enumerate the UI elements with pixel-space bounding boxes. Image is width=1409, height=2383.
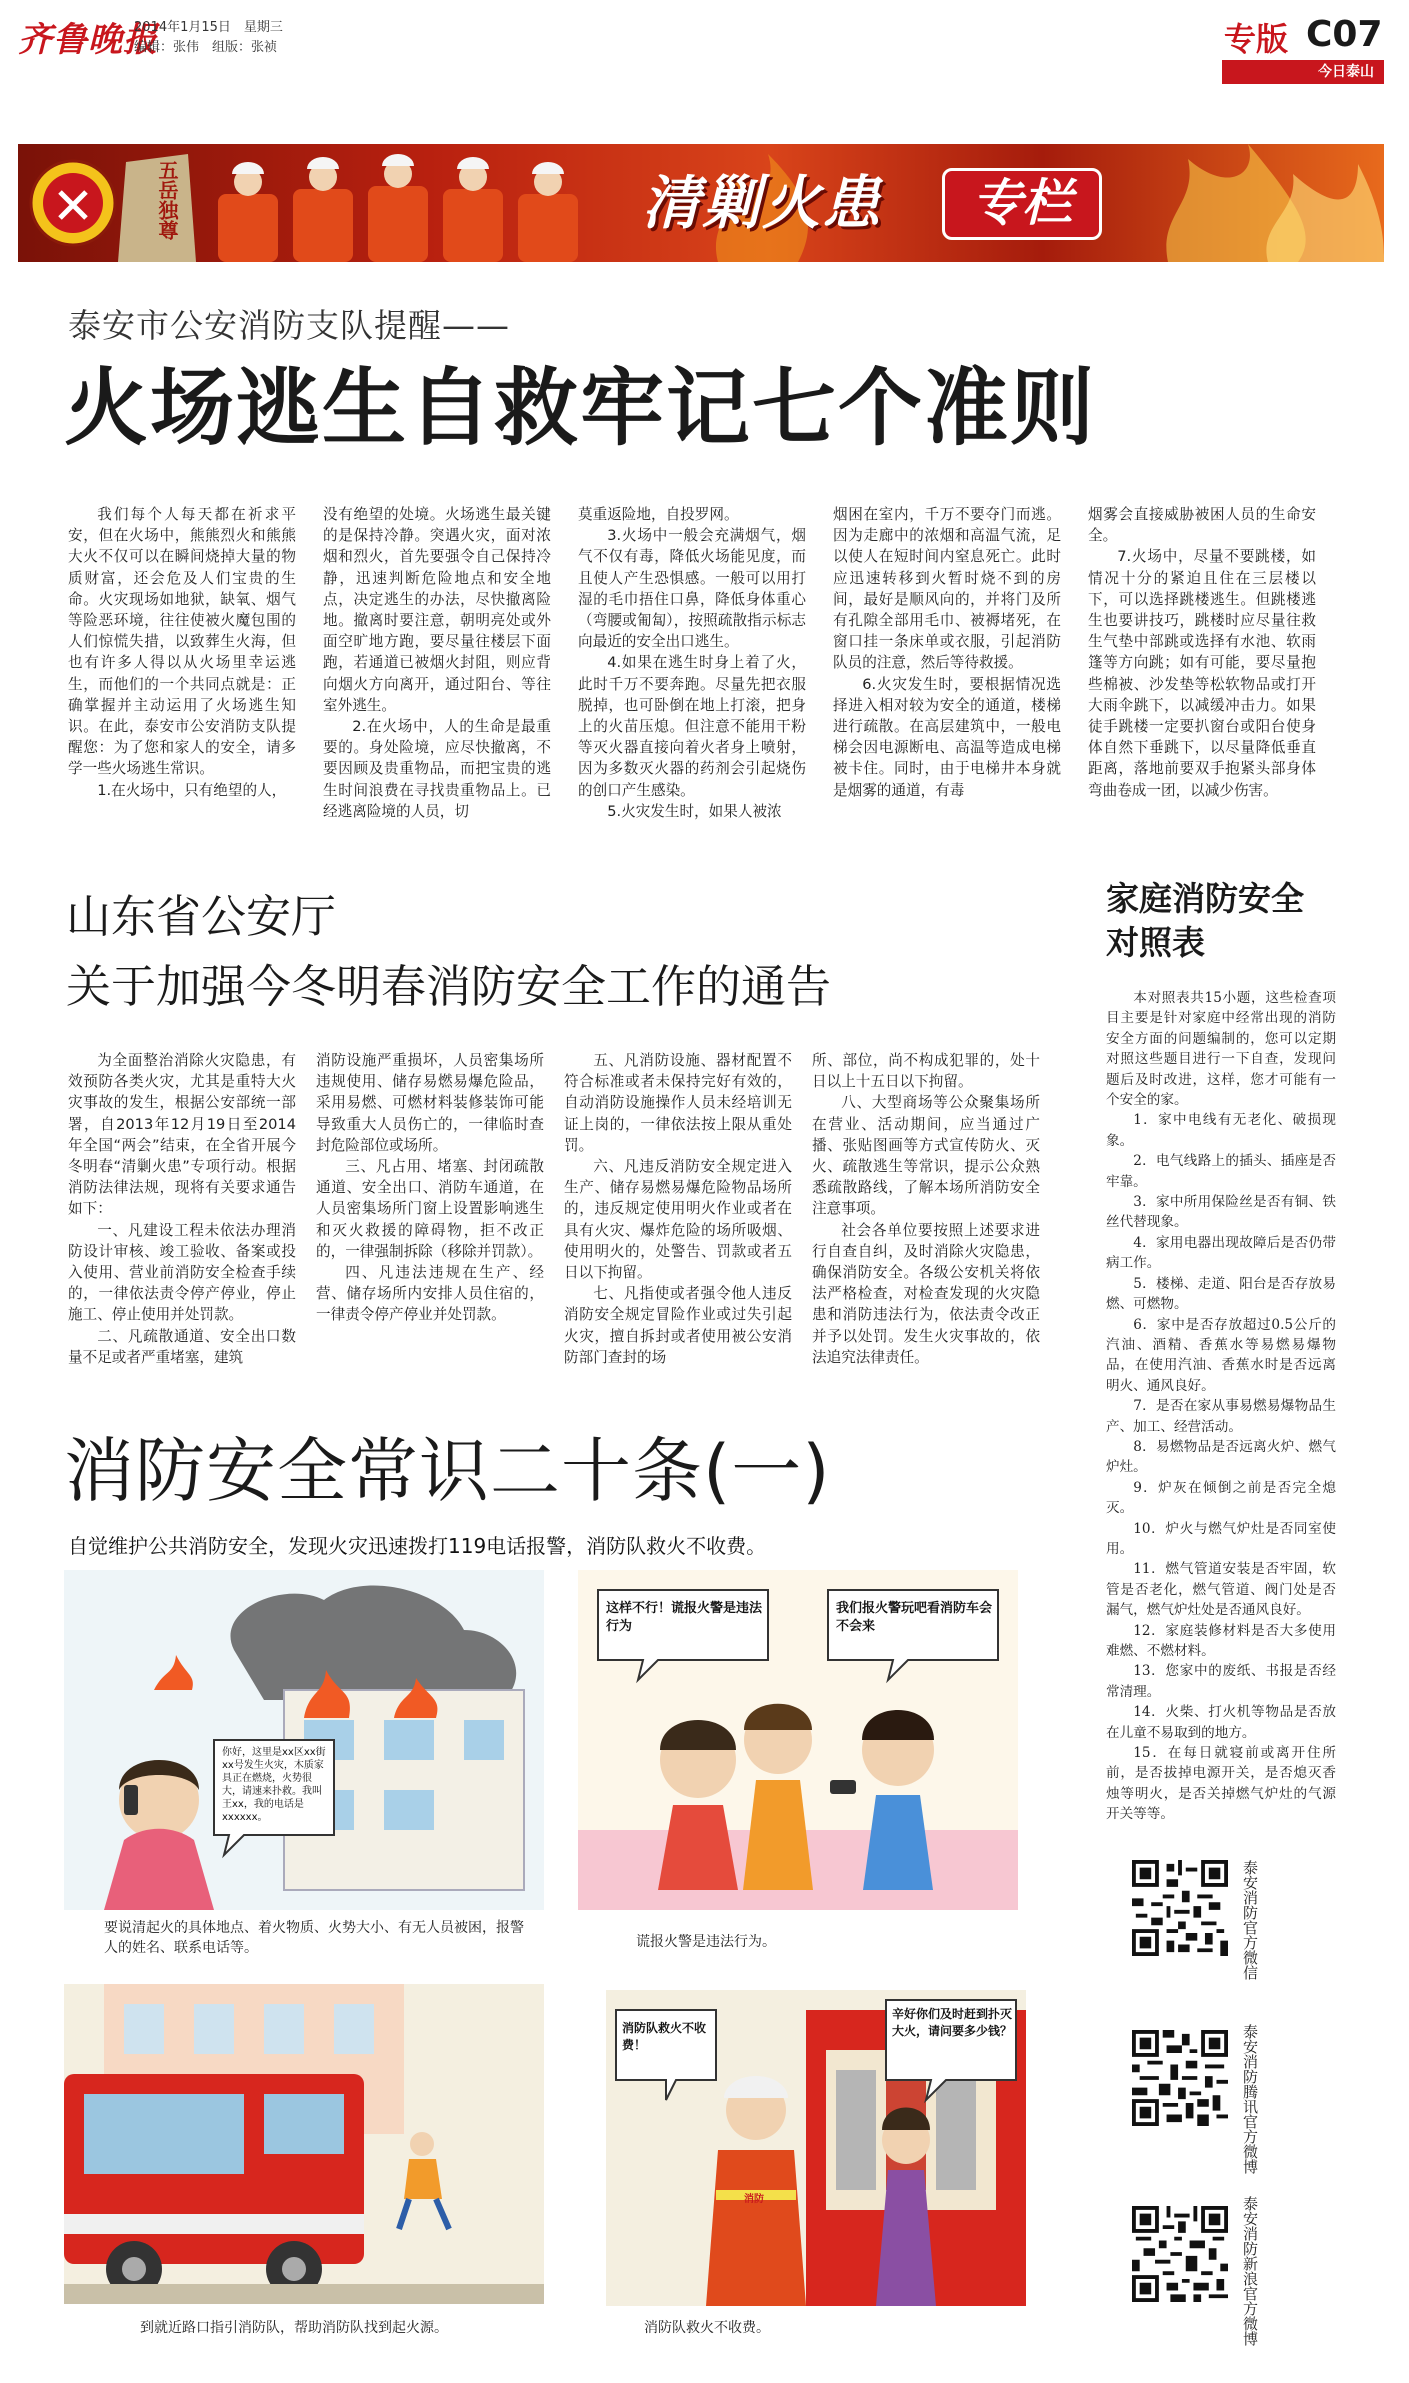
checklist-item: 15．在每日就寝前或离开住所前，是否拔掉电源开关，是否熄灭香烛等明火，是否关掉燃气炉灶的气源开关等等。: [1106, 1745, 1336, 1823]
paragraph: 7.火场中，尽量不要跳楼，如情况十分的紧迫且住在三层楼以下，可以选择跳楼逃生。但跳楼逃生也要讲技巧，跳楼时应尽量往救生气垫中部跳或选择有水池、软雨篷等方向跳；如有可能，要尽量抱些棉被、沙发垫等松软物品或打开大雨伞跳下，以减缓冲击力。如果徒手跳楼一定要扒窗台或阳台使身体自然下垂跳下，以尽量降低垂直距离，落地前要双手抱紧头部身体弯曲卷成一团，以减少伤害。: [1088, 548, 1316, 799]
paragraph: 四、凡违法违规在生产、经营、储存场所内安排人员住宿的，一律责令停产停业并处罚款。: [316, 1264, 544, 1324]
panel-3-caption: 到就近路口指引消防队，帮助消防队找到起火源。: [140, 2320, 448, 2336]
checklist: [1106, 988, 1336, 1825]
sina-weibo-qr-code[interactable]: [1132, 2206, 1228, 2302]
paragraph: 烟雾会直接威胁被困人员的生命安全。: [1088, 506, 1316, 545]
qr-label-tencent: 泰安消防腾讯官方微博: [1241, 2024, 1259, 2174]
illustration-panel-2: [578, 1570, 1018, 1910]
article1-headline: 火场逃生自救牢记七个准则: [64, 359, 1097, 457]
sidebar-title-line2: 对照表: [1106, 923, 1205, 962]
article3-lead: 自觉维护公共消防安全，发现火灾迅速拨打119电话报警，消防队救火不收费。: [68, 1534, 767, 1558]
article1-col-2: [323, 504, 551, 822]
article3-headline: 消防安全常识二十条(一): [64, 1430, 831, 1512]
issue-date: 2014年1月15日 星期三: [134, 20, 283, 35]
sidebar-title-line1: 家庭消防安全: [1106, 879, 1304, 918]
guide-fire-truck-illustration: [64, 1984, 544, 2304]
speech-bubble-right: 辛好你们及时赶到扑灭大火，请问要多少钱？: [892, 2007, 1013, 2038]
paragraph: 4.如果在逃生时身上着了火，此时千万不要奔跑。尽量先把衣服脱掉，也可卧倒在地上打滚，把身上的火苗压熄。但注意不能用干粉等灭火器直接向着火者身上喷射，因为多数灭火器的药剂会引起烧伤的创口产生感染。: [578, 654, 806, 799]
paragraph: 6.火灾发生时，要根据情况选择进入相对较为安全的通道，楼梯进行疏散。在高层建筑中，一般电梯会因电源断电、高温等造成电梯被卡住。同时，由于电梯井本身就是烟雾的通道，有毒: [833, 675, 1061, 799]
illustration-panel-3: [64, 1984, 544, 2304]
checklist-item: 5．楼梯、走道、阳台是否存放易燃、可燃物。: [1106, 1275, 1336, 1313]
truck-badge: 消防: [744, 2194, 764, 2205]
paragraph: 烟困在室内，千万不要夺门而逃。因为走廊中的浓烟和高温气流，足以使人在短时间内窒息死亡。此时应迅速转移到火暂时烧不到的房间，最好是顺风向的，并将门及所有孔隙全部用毛巾、被褥堵死，在窗口挂一条床单或衣服，引起消防队员的注意，然后等待救援。: [833, 506, 1061, 672]
panel-4-caption: 消防队救火不收费。: [644, 2320, 770, 2336]
checklist-intro: 本对照表共15小题，这些检查项目主要是针对家庭中经常出现的消防安全方面的问题编制的，您可以定期对照这些题目进行一下自查，发现问题后及时改进，这样，您才可能有一个安全的家。: [1106, 990, 1336, 1109]
checklist-item: 2．电气线路上的插头、插座是否牢靠。: [1106, 1153, 1336, 1190]
article2-col-2: [316, 1050, 544, 1326]
newspaper-logo: 齐鲁晚报: [18, 20, 158, 60]
article1-col-3: [578, 504, 806, 822]
banner-title: 清剿火患: [642, 169, 883, 237]
tencent-weibo-qr-code[interactable]: [1132, 2030, 1228, 2126]
paragraph: 3.火场中一般会充满烟气，烟气不仅有毒，降低火场能见度，而且使人产生恐惧感。一般可以用打湿的毛巾捂住口鼻，降低身体重心（弯腰或匍匐），按照疏散指示标志向最近的安全出口逃生。: [578, 527, 806, 651]
checklist-item: 9．炉灰在倾倒之前是否完全熄灭。: [1106, 1479, 1336, 1517]
edition-label: 今日泰山: [1318, 64, 1374, 80]
banner-tag: [942, 168, 1102, 240]
section-label: 专版: [1224, 20, 1289, 58]
paragraph: 二、凡疏散通道、安全出口数量不足或者严重堵塞，建筑: [68, 1327, 296, 1366]
article2-headline-line2: 关于加强今冬明春消防安全工作的通告: [66, 960, 832, 1013]
checklist-item: 10．炉火与燃气炉灶是否同室使用。: [1106, 1520, 1336, 1557]
banner-tag-label: 专栏: [972, 174, 1072, 232]
checklist-item: 14．火柴、打火机等物品是否放在儿童不易取到的地方。: [1106, 1704, 1336, 1741]
checklist-item: 3．家中所用保险丝是否有铜、铁丝代替现象。: [1106, 1194, 1336, 1231]
illustration-panel-1: [64, 1570, 544, 1910]
checklist-item: 4．家用电器出现故障后是否仍带病工作。: [1106, 1234, 1336, 1272]
checklist-item: 12．家庭装修材料是否大多使用难燃、不燃材料。: [1106, 1622, 1336, 1659]
checklist-item: 8．易燃物品是否远离火炉、燃气炉灶。: [1106, 1438, 1336, 1476]
speech-bubble-right: 我们报火警玩吧看消防车会不会来: [836, 1601, 993, 1634]
article1-col-4: [833, 504, 1061, 801]
paragraph: 一、凡建设工程未依法办理消防设计审核、竣工验收、备案或投入使用、营业前消防安全检查手续的，一律依法责令停产停业，停止施工、停止使用并处罚款。: [68, 1221, 296, 1324]
paragraph: 5.火灾发生时，如果人被浓: [607, 802, 782, 820]
editor-credits: 编辑：张伟 组版：张祯: [134, 40, 278, 55]
edition-badge: [1222, 60, 1384, 84]
paragraph: 莫重返险地，自投罗网。: [578, 506, 739, 523]
paragraph: 2.在火场中，人的生命是最重要的。身处险境，应尽快撤离，不要因顾及贵重物品，而把宝贵的逃生时间浪费在寻找贵重物品上。已经逃离险境的人员，切: [323, 718, 551, 820]
column-banner: [18, 144, 1384, 262]
qr-label-wechat: 泰安消防官方微信: [1241, 1860, 1259, 1980]
paragraph: 消防设施严重损坏，人员密集场所违规使用、储存易燃易爆危险品，采用易燃、可燃材料装修装饰可能导致重大人员伤亡的，一律临时查封危险部位或场所。: [316, 1052, 544, 1154]
paragraph: 社会各单位要按照上述要求进行自查自纠，及时消除火灾隐患，确保消防安全。各级公安机关将依法严格检查，对检查发现的火灾隐患和消防违法行为，依法责令改正并予以处罚。发生火灾事故的，依法追究法律责任。: [812, 1221, 1040, 1366]
article1-kicker: 泰安市公安消防支队提醒——: [68, 306, 510, 345]
checklist-item: 11．燃气管道安装是否牢固，软管是否老化，燃气管道、阀门处是否漏气，燃气炉灶处是否通风良好。: [1106, 1561, 1336, 1619]
article1-col-1: [68, 504, 296, 801]
paragraph: 六、凡违反消防安全规定进入生产、储存易燃易爆危险物品场所的，违反规定使用明火作业或者在具有火灾、爆炸危险的场所吸烟、使用明火的，处警告、罚款或者五日以下拘留。: [564, 1158, 792, 1282]
article2-col-1: [68, 1050, 296, 1368]
stone-inscription: 五岳独尊: [155, 160, 179, 240]
paragraph: 为全面整治消除火灾隐患，有效预防各类火灾，尤其是重特大火灾事故的发生，根据公安部统一部署，自2013年12月19日至2014年全国“两会”结束，在全省开展今冬明春“清剿火患”专项行动。根据消防法律法规，现将有关要求通告如下：: [68, 1052, 296, 1218]
qr-label-sina: 泰安消防新浪官方微博: [1241, 2196, 1259, 2346]
speech-bubble-left: 这样不行！谎报火警是违法行为: [606, 1601, 763, 1634]
page-number: C07: [1306, 14, 1383, 55]
paragraph: 没有绝望的处境。火场逃生最关键的是保持冷静。突遇火灾，面对浓烟和烈火，首先要强令自己保持冷静，迅速判断危险地点和安全地点，决定逃生的办法，尽快撤离险地。撤离时要注意，朝明亮处或外面空旷地方跑，要尽量往楼层下面跑，若通道已被烟火封阻，则应背向烟火方向离开，通过阳台、等往室外逃生。: [323, 506, 551, 714]
paragraph: 三、凡占用、堵塞、封闭疏散通道、安全出口、消防车通道，在人员密集场所门窗上设置影响逃生和灭火救援的障碍物，拒不改正的，一律强制拆除（移除并罚款）。: [316, 1158, 544, 1260]
panel-2-caption: 谎报火警是违法行为。: [636, 1934, 776, 1950]
checklist-item: 7．是否在家从事易燃易爆物品生产、加工、经营活动。: [1106, 1398, 1336, 1435]
paragraph: 1.在火场中，只有绝望的人，: [97, 781, 287, 799]
paragraph: 七、凡指使或者强令他人违反消防安全规定冒险作业或过失引起火灾，擅自拆封或者使用被公安消防部门查封的场: [564, 1285, 792, 1366]
speech-bubble: 你好，这里是xx区xx街xx号发生火灾，木质家具正在燃烧，火势很大，请速来扑救。我叫王xx，我的电话是xxxxxx。: [222, 1747, 326, 1823]
article2-headline-line1: 山东省公安厅: [66, 890, 337, 943]
checklist-item: 13．您家中的废纸、书报是否经常清理。: [1106, 1663, 1336, 1700]
reporting-fire-illustration: [64, 1570, 544, 1910]
checklist-item: 6．家中是否存放超过0.5公斤的汽油、酒精、香蕉水等易燃易爆物品，在使用汽油、香蕉水时是否远离明火、通风良好。: [1106, 1316, 1336, 1394]
paragraph: 八、大型商场等公众聚集场所在营业、活动期间，应当通过广播、张贴图画等方式宣传防火、灭火、疏散逃生等常识，提示公众熟悉疏散路线，了解本场所消防安全注意事项。: [812, 1094, 1040, 1218]
masthead: [0, 0, 1409, 100]
paragraph: 五、凡消防设施、器材配置不符合标准或者未保持完好有效的，自动消防设施操作人员未经培训无证上岗的，一律依法按上限从重处罚。: [564, 1052, 792, 1154]
illustration-panel-4: [606, 1990, 1026, 2306]
article1-col-5: [1088, 504, 1316, 801]
article2-col-3: [564, 1050, 792, 1368]
paragraph: 我们每个人每天都在祈求平安，但在火场中，熊熊烈火和熊熊大火不仅可以在瞬间烧掉大量的物质财富，还会危及人们宝贵的生命。火灾现场如地狱，缺氧、烟气等险恶环境，往往使被火魔包围的人们惊慌失措，以致葬生火海，但也有许多人得以从火场里幸运逃生，而他们的一个共同点就是：正确掌握并主动运用了火场逃生知识。在此，泰安市公安消防支队提醒您：为了您和家人的安全，请多学一些火场逃生常识。: [68, 506, 296, 778]
panel-1-caption: 要说清起火的具体地点、着火物质、火势大小、有无人员被困，报警人的姓名、联系电话等。: [104, 1920, 524, 1956]
article2-col-4: [812, 1050, 1040, 1368]
wechat-qr-code[interactable]: [1132, 1860, 1228, 1956]
paragraph: 所、部位，尚不构成犯罪的，处十日以上十五日以下拘留。: [812, 1052, 1040, 1091]
speech-bubble-left: 消防队救火不收费！: [622, 2021, 707, 2052]
checklist-item: 1．家中电线有无老化、破损现象。: [1106, 1112, 1336, 1149]
